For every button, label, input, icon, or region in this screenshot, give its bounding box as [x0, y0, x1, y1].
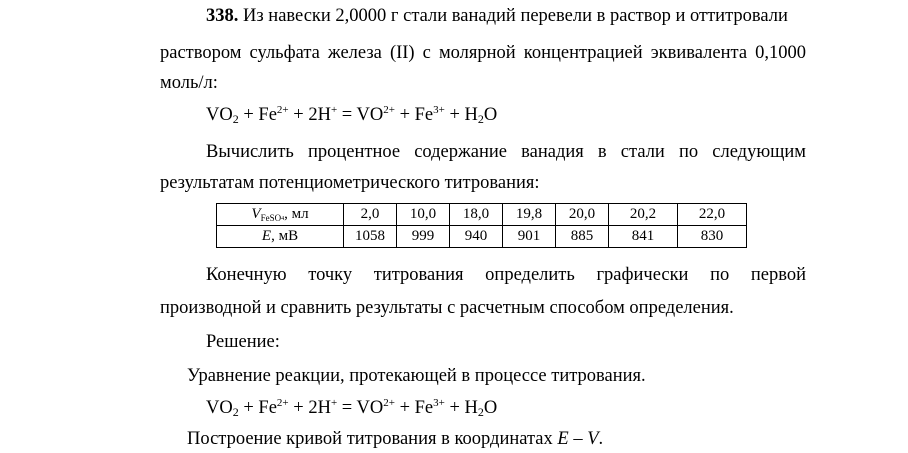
- equation-2: [206, 397, 497, 419]
- question-text-1: Вычислить процентное содержание ванадия в стали по следующим: [206, 142, 806, 162]
- equation-1: [206, 104, 497, 126]
- curve-text: Построение кривой титрования в координатах: [187, 429, 558, 449]
- table-cell: 19,8: [503, 204, 556, 226]
- curve-v: V: [587, 429, 599, 449]
- reaction-label-text: Уравнение реакции, протекающей в процессе титрования.: [187, 366, 646, 386]
- task-line-2: [160, 297, 734, 319]
- table-cell: 10,0: [397, 204, 450, 226]
- eq-h2o: + H: [444, 105, 478, 125]
- question-line-1: [206, 141, 806, 163]
- problem-line-2: [160, 42, 806, 64]
- eq-vo: VO: [206, 105, 233, 125]
- reaction-label: [187, 365, 646, 387]
- potential-symbol: E: [261, 228, 272, 244]
- table-cell: 901: [503, 226, 556, 248]
- table-cell: 885: [556, 226, 609, 248]
- table-cell: 999: [397, 226, 450, 248]
- volume-symbol: V: [251, 206, 261, 222]
- eq2-fe: + Fe: [238, 398, 277, 418]
- eq2-fe-sup: 2+: [276, 397, 289, 409]
- eq-fe: + Fe: [238, 105, 277, 125]
- eq2-h2o-sub: 2: [477, 405, 484, 419]
- eq-vo-sub: 2: [232, 112, 239, 126]
- table-header-potential: [217, 226, 344, 248]
- eq2-vo2-sup: 2+: [383, 397, 395, 409]
- eq-fe3: + Fe: [394, 105, 434, 125]
- table-row-volume: [217, 204, 747, 226]
- problem-text-3: моль/л:: [160, 73, 218, 93]
- table-cell: 2,0: [344, 204, 397, 226]
- table-cell: 1058: [344, 226, 397, 248]
- potential-unit: , мВ: [271, 228, 299, 244]
- curve-e: E: [557, 429, 569, 449]
- task-line-1: [206, 264, 806, 286]
- task-text-2: производной и сравнить результаты с расчетным способом определения.: [160, 298, 734, 318]
- eq-h: + 2H: [288, 105, 331, 125]
- eq-o: O: [483, 105, 498, 125]
- question-text-2: результатам потенциометрического титрования:: [160, 173, 540, 193]
- eq-vo2-sup: 2+: [383, 104, 395, 116]
- curve-dash: –: [568, 429, 588, 449]
- table-cell: 940: [450, 226, 503, 248]
- volume-subscript: FeSO: [260, 213, 282, 223]
- eq-fe-sup: 2+: [276, 104, 289, 116]
- solution-heading-text: Решение:: [206, 332, 280, 352]
- problem-text-1: Из навески 2,0000 г стали ванадий перевели в раствор и оттитровали: [243, 6, 788, 26]
- eq2-h-sup: +: [330, 397, 338, 409]
- eq2-h2o: + H: [444, 398, 478, 418]
- eq2-h: + 2H: [288, 398, 331, 418]
- problem-text-2: раствором сульфата железа (II) с молярной концентрацией эквивалента 0,1000: [160, 43, 806, 63]
- eq-h-sup: +: [330, 104, 338, 116]
- eq-fe3-sup: 3+: [433, 104, 445, 116]
- task-text-1: Конечную точку титрования определить графически по первой: [206, 265, 806, 285]
- table-cell: 830: [678, 226, 747, 248]
- table-cell: 20,0: [556, 204, 609, 226]
- eq2-o: O: [483, 398, 498, 418]
- eq2-vo: VO: [206, 398, 233, 418]
- table-header-volume: [217, 204, 344, 226]
- curve-line: [187, 428, 603, 450]
- titration-data-table: [216, 203, 747, 248]
- eq2-vo2: = VO: [337, 398, 384, 418]
- table-cell: 18,0: [450, 204, 503, 226]
- curve-dot: .: [598, 429, 604, 449]
- problem-number: 338.: [206, 6, 239, 26]
- table-cell: 20,2: [609, 204, 678, 226]
- table-cell: 22,0: [678, 204, 747, 226]
- eq2-fe3-sup: 3+: [433, 397, 445, 409]
- table-cell: 841: [609, 226, 678, 248]
- solution-heading: [206, 331, 280, 353]
- eq-vo2: = VO: [337, 105, 384, 125]
- volume-subscript-index: 4: [281, 216, 285, 222]
- problem-line-3: [160, 72, 218, 94]
- table-row-potential: [217, 226, 747, 248]
- problem-line-1: [206, 5, 806, 27]
- question-line-2: [160, 172, 540, 194]
- eq-h2o-sub: 2: [477, 112, 484, 126]
- eq2-fe3: + Fe: [394, 398, 434, 418]
- eq2-vo-sub: 2: [232, 405, 239, 419]
- volume-unit: , мл: [284, 206, 309, 222]
